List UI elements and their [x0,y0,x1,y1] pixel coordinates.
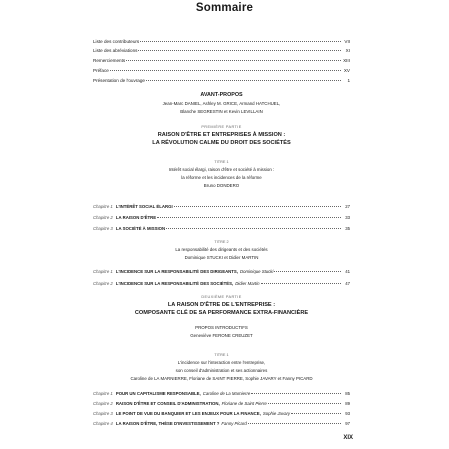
chapter-number: Chapitre 3 [93,226,113,231]
toc-entry-page: XI [345,48,350,53]
chapter-page: 35 [345,226,350,231]
titre-line: La responsabilité des dirigeants et des sociétés [175,247,268,252]
titre-author: Dominique STUCKI et Didier MARTIN [184,255,259,260]
avant-propos-authors: Jean-Marc DANIEL, Ashley M. GRICE, Armand HATCHUEL, [162,101,281,106]
titre-authors: Caroline de LA MARNIERRE, Floriane de SAINT PIERRE, Sophie JAVARY et Fanny PICARD [130,376,313,381]
leader-dots [110,70,341,71]
toc-entry-label: Liste des abréviations [93,48,138,53]
chapter-entry[interactable] [93,215,350,221]
leader-dots [248,423,341,424]
chapter-title: L'INTÉRÊT SOCIAL ÉLARGI [115,204,173,209]
chapter-title: LE POINT DE VUE DU BANQUIER ET LES ENJEUX POUR LA FINANCE, [115,411,261,416]
chapter-author: Fanny Picard [221,421,247,426]
part-heading: LA RAISON D'ÊTRE DE L'ENTREPRISE : [167,302,276,308]
leader-dots [274,271,341,272]
chapter-author: Caroline de La Marnierre [202,391,251,396]
chapter-title: LA RAISON D'ÊTRE [115,215,157,220]
intro-label: PROPOS INTRODUCTIFS [195,325,248,330]
leader-dots [261,283,341,284]
titre-label: TITRE 1 [214,160,229,164]
chapter-number: Chapitre 2 [93,401,113,406]
intro-author: Geneviève FERONE CREUZET [190,333,253,338]
chapter-number: Chapitre 1 [93,391,113,396]
titre-line: son conseil d'administration et ses actionnaires [175,368,268,373]
part-label: PREMIÈRE PARTIE [201,125,242,129]
toc-entry[interactable] [93,78,350,84]
avant-propos-authors: Blanche SEGRESTIN et Kevin LEVILLAIN [180,109,263,114]
chapter-title: LA RAISON D'ÊTRE, THÈSE D'INVESTISSEMENT ? [115,421,220,426]
toc-entry-page: XIII [343,58,350,63]
chapter-author: Dominique Stucki [239,269,274,274]
chapter-entry[interactable] [93,401,350,407]
chapter-title: L'INCIDENCE SUR LA RESPONSABILITÉ DES DIRIGEANTS, [115,269,238,274]
toc-entry-label: Préface [93,68,109,73]
part-heading: LA RÉVOLUTION CALME DU DROIT DES SOCIÉTÉS [152,140,291,146]
toc-entry-page: VII [344,39,350,44]
chapter-number: Chapitre 1 [93,204,113,209]
leader-dots [146,80,341,81]
toc-entry-label: Présentation de l'ouvrage [93,78,145,83]
leader-dots [251,393,341,394]
titre-label: TITRE 2 [214,240,229,244]
toc-entry[interactable] [93,68,350,74]
chapter-entry[interactable] [93,281,350,287]
chapter-entry[interactable] [93,421,350,427]
chapter-title: POUR UN CAPITALISME RESPONSABLE, [115,391,201,396]
chapter-page: 97 [345,421,350,426]
titre-line: la réforme et les incidences de la réforme [181,175,262,180]
leader-dots [157,217,341,218]
titre-author: Bruno DONDERO [203,183,240,188]
chapter-number: Chapitre 4 [93,421,113,426]
chapter-entry[interactable] [93,226,350,232]
toc-entry[interactable] [93,39,350,45]
chapter-number: Chapitre 2 [93,215,113,220]
leader-dots [174,206,341,207]
avant-propos-heading: AVANT-PROPOS [200,92,243,98]
chapter-entry[interactable] [93,269,350,275]
chapter-number: Chapitre 1 [93,269,113,274]
toc-entry[interactable] [93,58,350,64]
toc-entry-page: XV [343,68,350,73]
chapter-page: 93 [345,411,350,416]
chapter-author: Sophie Javary [262,411,291,416]
chapter-page: 27 [345,204,350,209]
toc-entry-label: Remerciements [93,58,126,63]
titre-line: Intérêt social élargi, raison d'être et société à mission : [168,167,275,172]
leader-dots [268,403,341,404]
chapter-page: 33 [345,215,350,220]
chapter-entry[interactable] [93,411,350,417]
chapter-author: Didier Martin [235,281,260,286]
part-heading: COMPOSANTE CLÉ DE SA PERFORMANCE EXTRA-FINANCIÈRE [134,310,309,316]
chapter-page: 89 [345,401,350,406]
part-label: DEUXIÈME PARTIE [201,295,242,299]
leader-dots [291,413,341,414]
titre-line: L'incidence sur l'interaction entre l'entreprise, [177,360,266,365]
chapter-page: 41 [345,269,350,274]
chapter-title: RAISON D'ÊTRE ET CONSEIL D'ADMINISTRATION, [115,401,220,406]
toc-entry[interactable] [93,48,350,54]
part-heading: RAISON D'ÊTRE ET ENTREPRISES À MISSION : [157,132,286,138]
page-title: Sommaire [195,2,254,14]
chapter-number: Chapitre 2 [93,281,113,286]
chapter-author: Floriane de Saint Pierre [221,401,267,406]
chapter-page: 47 [345,281,350,286]
chapter-page: 85 [345,391,350,396]
chapter-title: LA SOCIÉTÉ À MISSION [115,226,166,231]
chapter-entry[interactable] [93,204,350,210]
leader-dots [126,60,341,61]
page-number: XIX [343,435,353,441]
leader-dots [138,50,341,51]
toc-entry-label: Liste des contributeurs [93,39,140,44]
leader-dots [140,41,341,42]
toc-entry-page: 1 [347,78,350,83]
titre-label: TITRE 1 [214,353,229,357]
leader-dots [166,228,341,229]
chapter-number: Chapitre 3 [93,411,113,416]
chapter-title: L'INCIDENCE SUR LA RESPONSABILITÉ DES SOCIÉTÉS, [115,281,234,286]
chapter-entry[interactable] [93,391,350,397]
